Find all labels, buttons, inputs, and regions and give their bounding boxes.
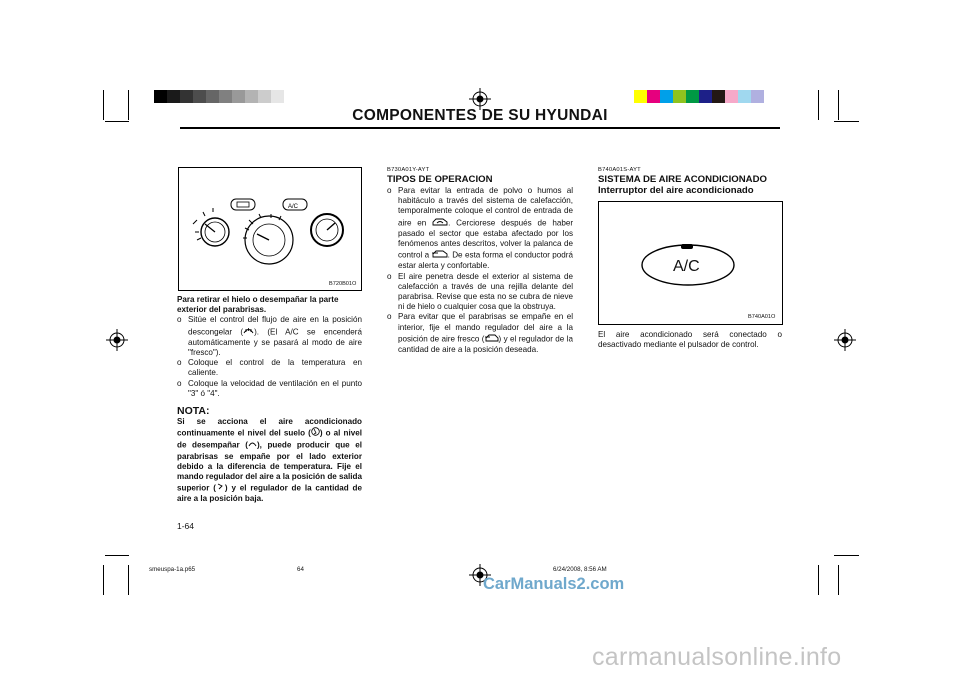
crop-mark bbox=[818, 90, 819, 120]
section-code: B730A01Y-AYT bbox=[387, 167, 430, 173]
section-heading: SISTEMA DE AIRE ACONDICIONADO bbox=[598, 174, 767, 185]
crop-mark bbox=[128, 565, 129, 595]
color-swatch bbox=[206, 90, 219, 103]
list-item: o Para evitar que el parabrisas se empañe en el interior, fije el mando regulador del aire a la posición de aire fresco ( ) y el regulador de la cantidad de aire a la posición deseada. bbox=[387, 312, 573, 355]
color-bars bbox=[634, 90, 764, 103]
color-swatch bbox=[647, 90, 660, 103]
climate-control-illustration bbox=[179, 168, 361, 290]
list-item: o Para evitar la entrada de polvo o humos al habitáculo a través del sistema de calefacción, temporalmente coloque el control de entrada de aire en . Cerciorese después de haber pasado el sector que estaba afectado por los fenómenos antes descritos, volver la palanca de control a . De esta forma el conductor podrá estar alerta y confortable. bbox=[387, 186, 574, 271]
crop-mark bbox=[105, 121, 129, 122]
recirculation-icon bbox=[432, 217, 448, 229]
color-swatch bbox=[219, 90, 232, 103]
ac-description: El aire acondicionado será conectado o desactivado mediante el pulsador de control. bbox=[598, 330, 782, 350]
left-column bbox=[177, 295, 362, 505]
defrost-icon bbox=[243, 326, 254, 338]
middle-column bbox=[387, 166, 573, 355]
page-title: COMPONENTES DE SU HYUNDAI bbox=[352, 107, 608, 124]
watermark-link[interactable]: CarManuals2.com bbox=[483, 575, 625, 593]
svg-text:A/C: A/C bbox=[288, 204, 299, 210]
color-swatch bbox=[258, 90, 271, 103]
list-item: o Coloque el control de la temperatura en caliente. bbox=[177, 358, 362, 378]
color-swatch bbox=[634, 90, 647, 103]
list-item: o El aire penetra desde el exterior al sistema de calefacción a través de una rejilla delante del parabrisa. Revise que esta no se cubra de nieve ni de hielo o cualquier cosa que la obstruya. bbox=[387, 271, 573, 312]
right-column bbox=[598, 166, 784, 196]
color-swatch bbox=[284, 90, 297, 103]
crop-mark bbox=[834, 121, 859, 122]
climate-panel-image bbox=[178, 167, 362, 291]
color-swatch bbox=[245, 90, 258, 103]
defrost-icon bbox=[248, 439, 257, 451]
color-swatch bbox=[686, 90, 699, 103]
floor-vent-icon bbox=[311, 427, 320, 439]
color-swatch bbox=[271, 90, 284, 103]
crop-mark bbox=[103, 565, 104, 595]
footer-date: 6/24/2008, 8:56 AM bbox=[553, 566, 607, 573]
grayscale-bars bbox=[154, 90, 297, 103]
fresh-air-icon bbox=[432, 249, 448, 261]
color-swatch bbox=[154, 90, 167, 103]
color-swatch bbox=[712, 90, 725, 103]
crop-mark bbox=[834, 555, 859, 556]
section-heading: TIPOS DE OPERACION bbox=[387, 174, 493, 185]
crop-mark bbox=[818, 565, 819, 595]
color-swatch bbox=[180, 90, 193, 103]
note-title: NOTA: bbox=[177, 405, 210, 418]
image-caption: B740A01O bbox=[748, 314, 776, 320]
crop-mark bbox=[103, 90, 104, 120]
list-item: o Coloque la velocidad de ventilación en el punto "3" ó "4". bbox=[177, 378, 362, 398]
page-number: 1-64 bbox=[177, 521, 195, 531]
ac-button-label: A/C bbox=[673, 258, 700, 275]
registration-mark bbox=[834, 329, 856, 351]
section-subheading: Interruptor del aire acondicionado bbox=[598, 185, 754, 196]
color-swatch bbox=[751, 90, 764, 103]
crop-mark bbox=[838, 565, 839, 595]
defrost-heading: Para retirar el hielo o desempañar la parte exterior del parabrisas. bbox=[177, 295, 339, 315]
crop-mark bbox=[105, 555, 129, 556]
crop-mark bbox=[128, 90, 129, 120]
face-vent-icon bbox=[216, 482, 225, 494]
section-code: B740A01S-AYT bbox=[598, 167, 641, 173]
color-swatch bbox=[699, 90, 712, 103]
watermark-site[interactable]: carmanualsonline.info bbox=[592, 643, 842, 671]
color-swatch bbox=[660, 90, 673, 103]
footer-file: smeuspa-1a.p65 bbox=[149, 566, 196, 573]
color-swatch bbox=[725, 90, 738, 103]
note-text: Si se acciona el aire acondicionado continuamente el nivel del suelo ( ) o al nivel de desempañar ( ), puede producir que el parabrisas se empañe por el lado exterior debido a la diferencia de temperatura. Fije el mando regulador del aire a la posición de salida superior ( ) y el regulador de la cantidad de aire a la posición baja. bbox=[177, 417, 362, 504]
color-swatch bbox=[232, 90, 245, 103]
image-caption: B720B01O bbox=[329, 281, 357, 287]
color-swatch bbox=[673, 90, 686, 103]
list-item: o Sitúe el control del flujo de aire en la posición descongelar ( ). (El A/C se encenderá automáticamente y se pasará al modo de aire "fresco"). bbox=[177, 315, 362, 358]
footer-page: 64 bbox=[297, 566, 304, 573]
color-swatch bbox=[167, 90, 180, 103]
registration-mark bbox=[106, 329, 128, 351]
fresh-air-icon bbox=[485, 333, 499, 345]
color-swatch bbox=[738, 90, 751, 103]
color-swatch bbox=[193, 90, 206, 103]
title-rule bbox=[180, 127, 780, 129]
crop-mark bbox=[838, 90, 839, 120]
